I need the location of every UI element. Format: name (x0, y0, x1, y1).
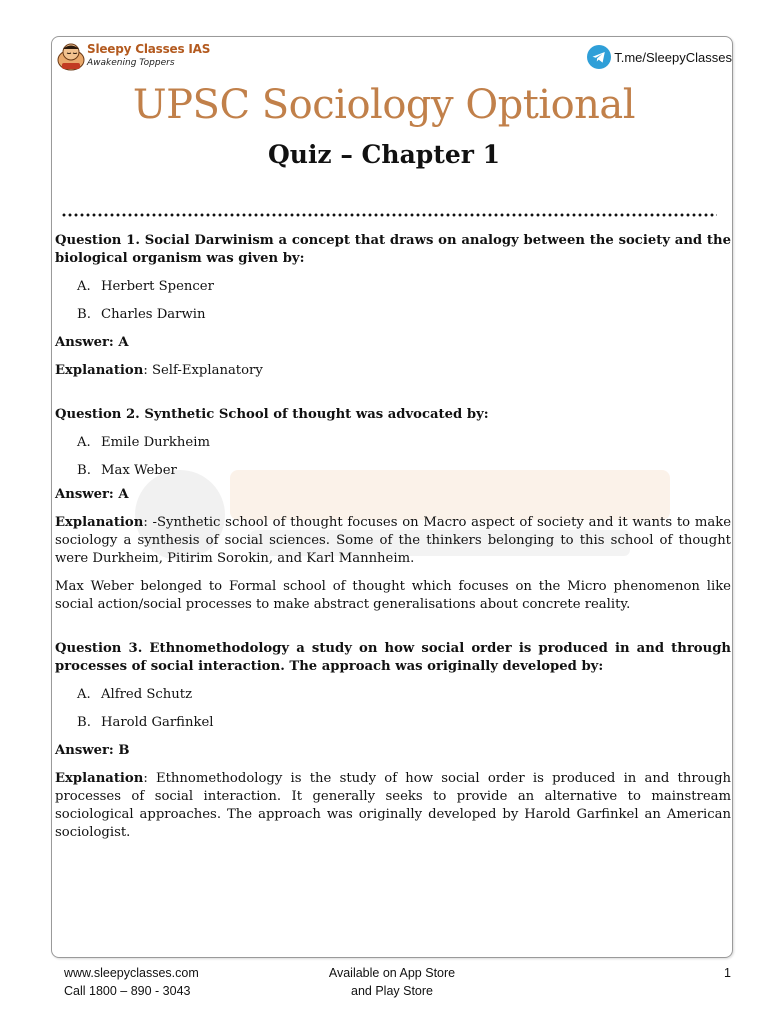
page-title: UPSC Sociology Optional (132, 82, 636, 128)
sleeping-mascot-icon (55, 40, 89, 72)
option-1a: A. Herbert Spencer (77, 279, 214, 294)
answer-2: Answer: A (55, 487, 129, 502)
telegram-icon (587, 45, 611, 69)
telegram-link[interactable] (587, 44, 732, 70)
explanation-2: Explanation: -Synthetic school of thought focuses on Macro aspect of society and it wants to make sociology a synthesis of social sciences. Some of the thinkers belonging to this school of thought were Durkheim, Pitirim Sorokin, and Karl Mannheim. (55, 515, 731, 566)
answer-3: Answer: B (55, 743, 130, 758)
explanation-1: Explanation: Self-Explanatory (55, 363, 263, 378)
footer-store: Available on App Store and Play Store (328, 966, 456, 998)
explanation-3: Explanation: Ethnomethodology is the study of how social order is produced in and through processes of social interaction. It generally seeks to provide an alternative to mainstream sociological approaches. The approach was originally developed by Harold Garfinkel an American sociologist. (55, 771, 731, 840)
brand-logo (55, 40, 215, 74)
telegram-handle: T.me/SleepyClasses (614, 49, 732, 65)
question-3: Question 3. Ethnomethodology a study on how social order is produced in and through processes of social interaction. The approach was originally developed by: (55, 641, 731, 674)
question-2: Question 2. Synthetic School of thought was advocated by: (55, 407, 489, 422)
footer-phone: Call 1800 – 890 - 3043 (64, 984, 191, 998)
option-2b: B. Max Weber (77, 463, 177, 478)
option-3b: B. Harold Garfinkel (77, 715, 214, 730)
explanation-2-extra: Max Weber belonged to Formal school of thought which focuses on the Micro phenomenon like social action/social processes to make abstract generalisations about concrete reality. (55, 579, 731, 612)
page-subtitle: Quiz – Chapter 1 (267, 140, 501, 169)
footer-website[interactable]: www.sleepyclasses.com (64, 966, 199, 980)
option-3a: A. Alfred Schutz (77, 687, 193, 702)
option-1b: B. Charles Darwin (77, 307, 206, 322)
dotted-divider (61, 212, 717, 218)
question-1: Question 1. Social Darwinism a concept that draws on analogy between the society and the biological organism was given by: (55, 233, 731, 266)
brand-tagline: Awakening Toppers (87, 58, 175, 68)
footer-contact (64, 964, 199, 1000)
quiz-content (55, 232, 731, 842)
option-2a: A. Emile Durkheim (77, 435, 210, 450)
page-number: 1 (724, 966, 731, 980)
answer-1: Answer: A (55, 335, 129, 350)
brand-name: Sleepy Classes IAS (87, 42, 211, 56)
